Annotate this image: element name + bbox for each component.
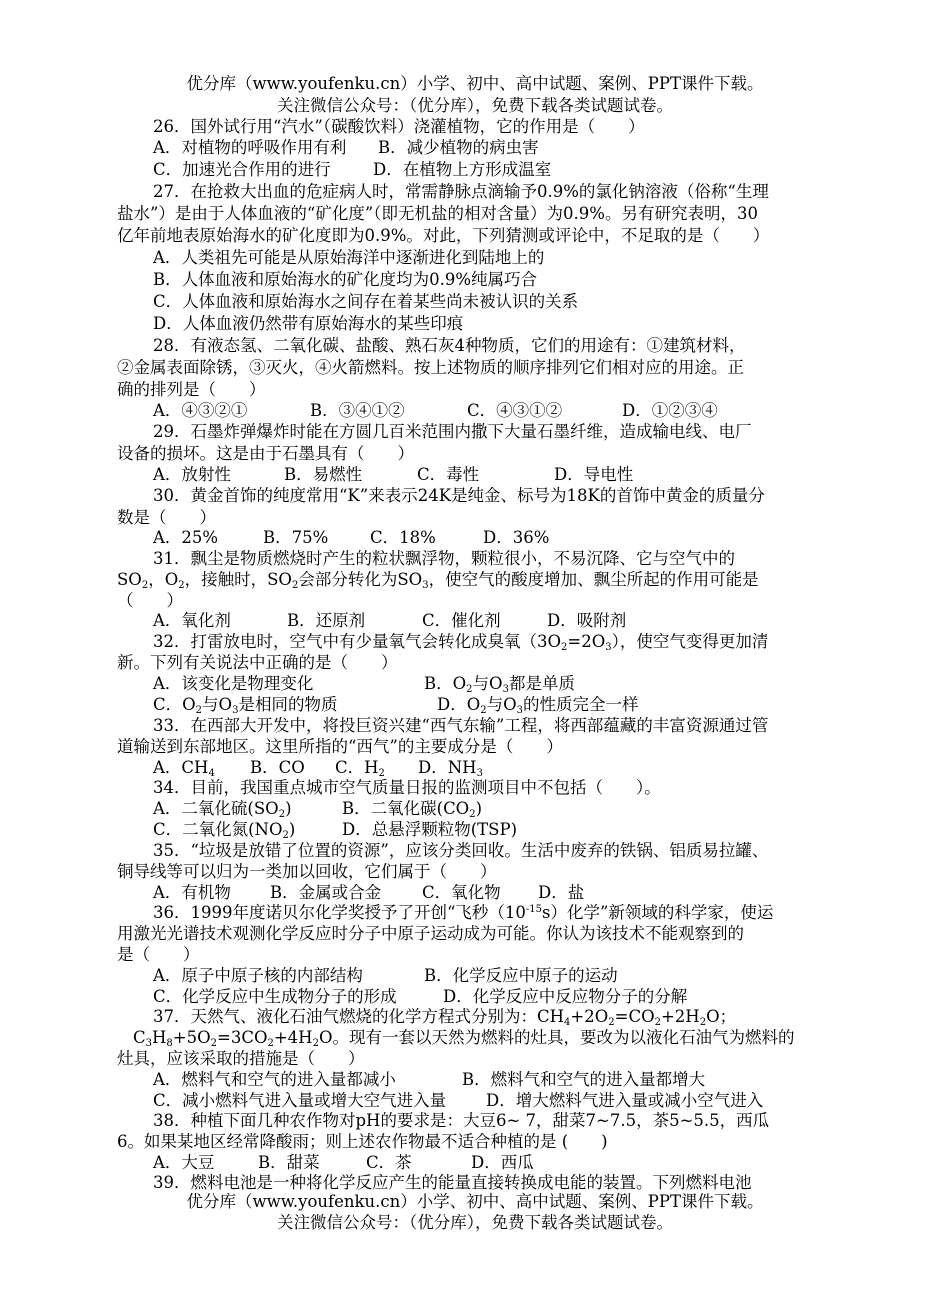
option-d: D．人体血液仍然带有原始海水的某些印痕 (153, 314, 464, 333)
option-c: C．人体血液和原始海水之间存在着某些尚未被认识的关系 (153, 292, 579, 311)
question-stem: 36．1999年度诺贝尔化学奖授予了开创“飞秒$(10^{-15}s)$化学”新领域的科学家，使运 (153, 903, 774, 922)
question-stem: $SO_2$，$O_2$，接触时，$SO_2$会部分转化为$SO_3$，使空气的酸度增加、飘尘所起的作用可能是 (117, 570, 759, 591)
question-stem: 39．燃料电池是一种将化学反应产生的能量直接转换成电能的装置。下列燃料电池 (153, 1173, 752, 1192)
option-c: C．催化剂 (422, 611, 501, 630)
option-a: A．二氧化硫$(SO_2)$ (153, 799, 292, 820)
option-b: B．CO (250, 758, 305, 777)
option-d: D．导电性 (554, 465, 634, 484)
option-b: B．还原剂 (287, 611, 366, 630)
option-a: A．该变化是物理变化 (153, 674, 314, 693)
question-stem: 27．在抢救大出血的危症病人时，常需静脉点滴输予0.9%的氯化钠溶液（俗称“生理 (153, 182, 769, 201)
option-b: B．化学反应中原子的运动 (424, 966, 618, 985)
option-d: D．增大燃料气进入量或减小空气进入 (486, 1091, 764, 1110)
option-a: A．燃料气和空气的进入量都减小 (153, 1070, 396, 1089)
option-b: B．二氧化碳$(CO_2)$ (342, 799, 483, 820)
option-b: B．易燃性 (284, 465, 363, 484)
question-stem: 34．目前，我国重点城市空气质量日报的监测项目中不包括（ ）。 (153, 778, 661, 797)
option-d: D．盐 (538, 883, 585, 902)
header-line-1: 优分库（www.youfenku.cn）小学、初中、高中试题、案例、PPT课件下载。 (186, 74, 764, 93)
option-b: B．75% (263, 528, 329, 547)
option-d: D．$NH_3$ (418, 758, 483, 779)
question-stem: 30．黄金首饰的纯度常用“K”来表示24K是纯金、标号为18K的首饰中黄金的质量分 (153, 486, 765, 505)
question-stem: 新。下列有关说法中正确的是（ ） (117, 653, 398, 672)
option-c: C．减小燃料气进入量或增大空气进入量 (153, 1091, 447, 1110)
question-stem: 32．打雷放电时，空气中有少量氧气会转化成臭氧$(3O_2=2O_3)$，使空气变得更加清 (153, 632, 769, 653)
option-a: A．人类祖先可能是从原始海洋中逐渐进化到陆地上的 (153, 248, 545, 267)
option-a: A．25% (153, 528, 219, 547)
option-d: D．①②③④ (622, 401, 718, 420)
option-a: A．原子中原子核的内部结构 (153, 966, 363, 985)
header-line-2: 关注微信公众号：（优分库），免费下载各类试题试卷。 (277, 96, 673, 115)
question-stem: 38．种植下面几种农作物对pH的要求是：大豆6~ 7，甜菜7~7.5，茶5~5.5，西瓜 (153, 1111, 770, 1130)
option-a: A．氧化剂 (153, 611, 231, 630)
option-c: C．④③①② (467, 401, 563, 420)
option-d: D．西瓜 (471, 1153, 534, 1172)
option-d: D．吸附剂 (547, 611, 627, 630)
question-stem: 6。如果某地区经常降酸雨；则上述农作物最不适合种植的是 ( ) (117, 1132, 608, 1151)
question-stem: 道输送到东部地区。这里所指的“西气”的主要成分是（ ） (117, 737, 563, 756)
question-stem: 是（ ） (117, 945, 200, 964)
question-stem: 用激光光谱技术观测化学反应时分子中原子运动成为可能。你认为该技术不能观察到的 (117, 924, 744, 943)
option-c: C．加速光合作用的进行 (153, 160, 331, 179)
option-a: A．有机物 (153, 883, 231, 902)
question-stem: 盐水”）是由于人体血液的“矿化度”（即无机盐的相对含量）为0.9%。另有研究表明，30 (117, 204, 758, 223)
question-stem: 亿年前地表原始海水的矿化度即为0.9%。对此，下列猜测或评论中，不足取的是（ ） (117, 226, 770, 245)
question-stem: $C_3H_8+5O_2=3CO_2+4H_2O$。现有一套以天然为燃料的灶具，要改为以液化石油气为燃料的 (133, 1028, 795, 1049)
option-b: B．甜菜 (258, 1153, 320, 1172)
question-stem: 33．在西部大开发中，将投巨资兴建“西气东输”工程，将西部蕴藏的丰富资源通过管 (153, 716, 769, 735)
option-c: C．毒性 (417, 465, 480, 484)
question-stem: 26．国外试行用“汽水”（碳酸饮料）浇灌植物，它的作用是（ ） (153, 117, 645, 136)
option-c: C．二氧化氮$(NO_2)$ (153, 820, 296, 841)
question-stem: 31．飘尘是物质燃烧时产生的粒状飘浮物，颗粒很小，不易沉降、它与空气中的 (153, 549, 735, 568)
question-stem: 29．石墨炸弹爆炸时能在方圆几百米范围内撒下大量石墨纤维，造成输电线、电厂 (153, 422, 752, 441)
option-b: B．人体血液和原始海水的矿化度均为0.9%纯属巧合 (153, 270, 538, 289)
footer-line-2: 关注微信公众号：（优分库），免费下载各类试题试卷。 (277, 1213, 673, 1232)
option-d: D．$O_2$与$O_3$的性质完全一样 (437, 695, 639, 716)
option-b: B．金属或合金 (270, 883, 382, 902)
option-b: B．减少植物的病虫害 (378, 138, 539, 157)
footer-line-1: 优分库（www.youfenku.cn）小学、初中、高中试题、案例、PPT课件下载。 (186, 1192, 764, 1211)
question-stem: （ ） (117, 591, 183, 610)
option-c: C．18% (370, 528, 436, 547)
question-stem: 28．有液态氢、二氧化碳、盐酸、熟石灰4种物质，它们的用途有：①建筑材料， (153, 336, 746, 355)
option-a: A．大豆 (153, 1153, 215, 1172)
option-c: C．$O_2$与$O_3$是相同的物质 (153, 695, 338, 716)
question-stem: 数是（ ） (117, 508, 216, 527)
option-a: A．④③②① (153, 401, 248, 420)
question-stem: 灶具，应该采取的措施是（ ） (117, 1049, 365, 1068)
question-stem: 铜导线等可以归为一类加以回收，它们属于（ ） (117, 862, 497, 881)
option-d: D．36% (483, 528, 550, 547)
option-a: A．放射性 (153, 465, 231, 484)
question-stem: ②金属表面除锈，③灭火，④火箭燃料。按上述物质的顺序排列它们相对应的用途。正 (117, 358, 744, 377)
option-d: D．在植物上方形成温室 (373, 160, 552, 179)
option-c: C．$H_2$ (335, 758, 385, 779)
option-a: A．对植物的呼吸作用有利 (153, 138, 347, 157)
question-stem: 确的排列是（ ） (117, 380, 266, 399)
option-b: B．$O_2$与$O_3$都是单质 (424, 674, 575, 695)
option-a: A．$CH_4$ (153, 758, 215, 779)
option-c: C．茶 (366, 1153, 412, 1172)
option-b: B．③④①② (310, 401, 405, 420)
question-stem: 设备的损坏。这是由于石墨具有（ ） (117, 444, 414, 463)
option-c: C．氧化物 (422, 883, 501, 902)
option-d: D．化学反应中反应物分子的分解 (443, 987, 688, 1006)
question-stem: 35．“垃圾是放错了位置的资源”，应该分类回收。生活中废弃的铁锅、铝质易拉罐、 (153, 841, 769, 860)
option-c: C．化学反应中生成物分子的形成 (153, 987, 397, 1006)
option-b: B．燃料气和空气的进入量都增大 (462, 1070, 706, 1089)
question-stem: 37．天然气、液化石油气燃烧的化学方程式分别为：$CH_4+2O_2=CO_2+2H_2O$； (153, 1007, 737, 1028)
option-d: D．总悬浮颗粒物(TSP) (342, 820, 518, 839)
